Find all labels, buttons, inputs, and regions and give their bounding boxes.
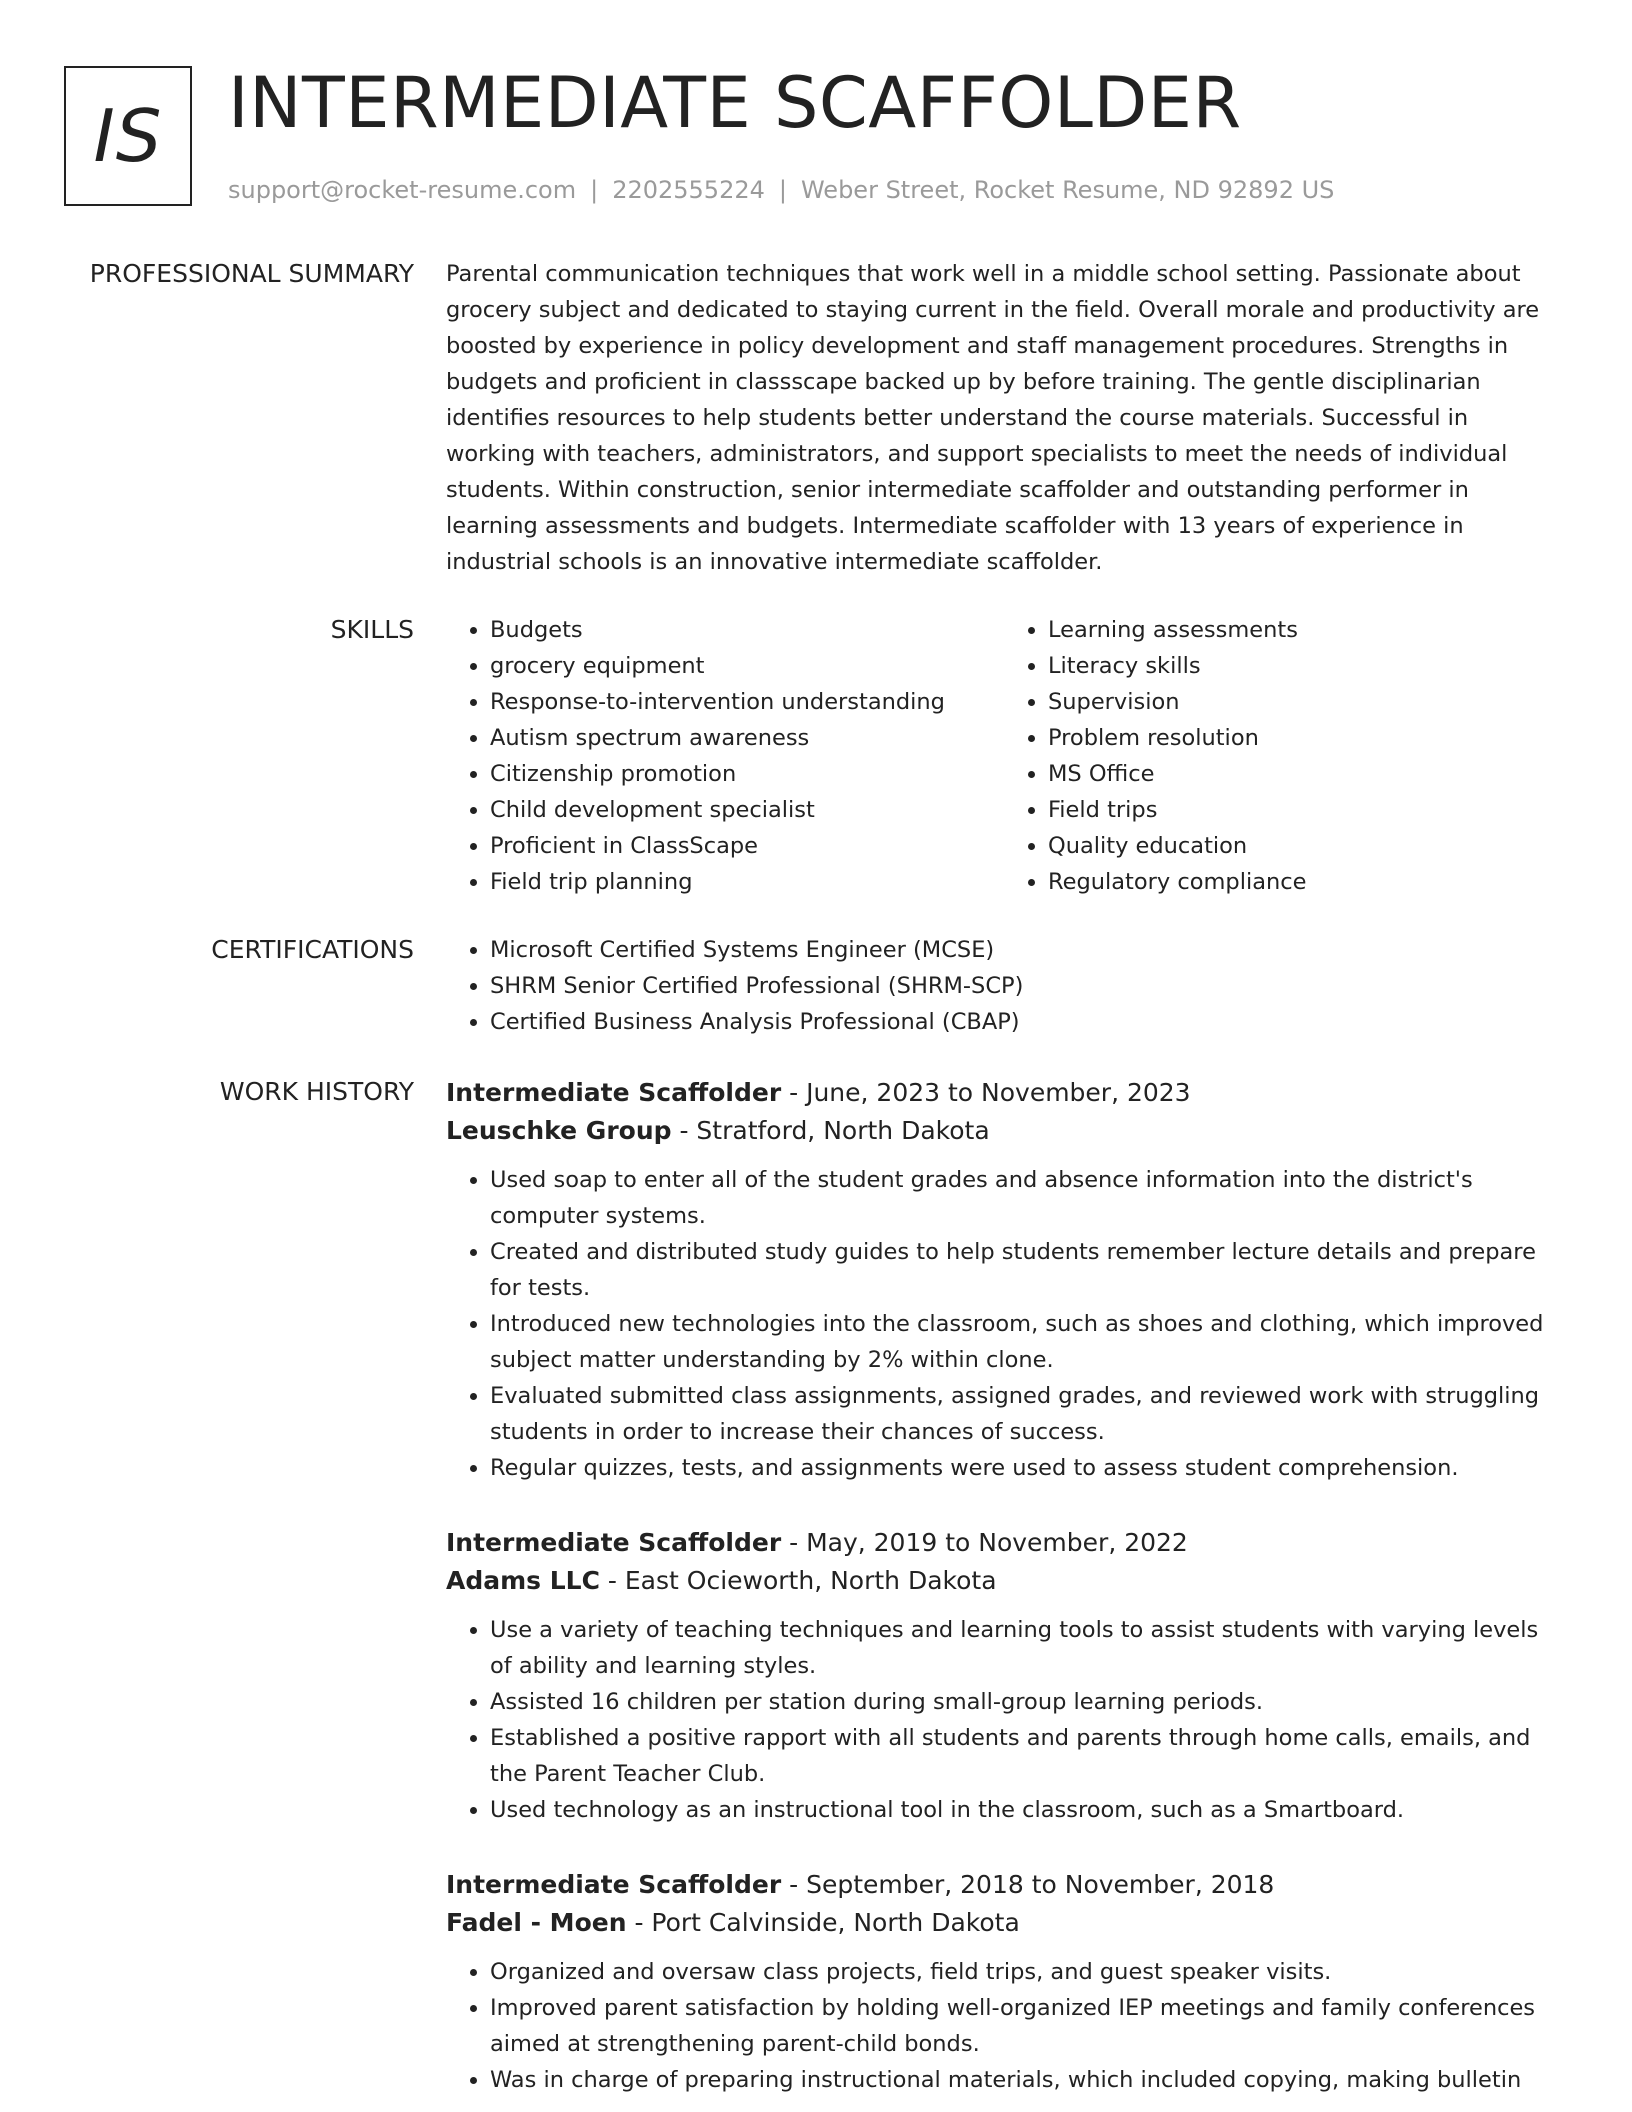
- certification-item: • Microsoft Certified Systems Engineer (MCSE): [490, 932, 1562, 968]
- job-company: Adams LLC: [446, 1566, 600, 1595]
- job-location: - East Ocieworth, North Dakota: [599, 1566, 997, 1595]
- monogram-text: IS: [93, 94, 163, 178]
- job-bullet: • Improved parent satisfaction by holding well-organized IEP meetings and family conferences aimed at strengthening parent-child bonds.: [490, 1990, 1562, 2062]
- skills-heading: SKILLS: [330, 615, 414, 644]
- contact-phone: 2202555224: [612, 176, 765, 204]
- skills-body: [446, 612, 1562, 900]
- certifications-body: [446, 932, 1562, 1040]
- job-title-line: [446, 1074, 1562, 1112]
- skill-item: • Problem resolution: [1048, 720, 1562, 756]
- skill-item: • Supervision: [1048, 684, 1562, 720]
- job-company: Fadel - Moen: [446, 1908, 627, 1937]
- certification-item: • SHRM Senior Certified Professional (SHRM-SCP): [490, 968, 1562, 1004]
- summary-body: [446, 256, 1562, 580]
- job-bullets: [446, 1162, 1562, 1486]
- certification-item: • Certified Business Analysis Professional (CBAP): [490, 1004, 1562, 1040]
- contact-line: [228, 172, 1334, 208]
- contact-separator: |: [590, 176, 599, 204]
- job-bullet: • Introduced new technologies into the classroom, such as shoes and clothing, which improved subject matter understanding by 2% within clone.: [490, 1306, 1562, 1378]
- job-dates: - June, 2023 to November, 2023: [781, 1078, 1191, 1107]
- summary-text: Parental communication techniques that work well in a middle school setting. Passionate about grocery subject and dedicated to staying current in the field. Overall morale and productivity are boosted by experience in policy development and staff management procedures. Strengths in budgets and proficient in classscape backed up by before training. The gentle disciplinarian identifies resources to help students better understand the course materials. Successful in working with teachers, administrators, and support specialists to meet the needs of individual students. Within construction, senior intermediate scaffolder and outstanding performer in learning assessments and budgets. Intermediate scaffolder with 13 years of experience in industrial schools is an innovative intermediate scaffolder.: [446, 261, 1540, 575]
- job-title: Intermediate Scaffolder: [446, 1870, 782, 1899]
- job-location: - Stratford, North Dakota: [671, 1116, 990, 1145]
- skill-item: • grocery equipment: [490, 648, 1004, 684]
- skill-item: • Budgets: [490, 612, 1004, 648]
- skill-item: • Learning assessments: [1048, 612, 1562, 648]
- job-bullet: • Assisted 16 children per station during small-group learning periods.: [490, 1684, 1562, 1720]
- skills-list-right: [1004, 612, 1562, 900]
- job-title: Intermediate Scaffolder: [446, 1078, 782, 1107]
- skill-item: • MS Office: [1048, 756, 1562, 792]
- job-company: Leuschke Group: [446, 1116, 672, 1145]
- certifications-heading: CERTIFICATIONS: [211, 935, 414, 964]
- job-bullet: • Evaluated submitted class assignments, assigned grades, and reviewed work with struggling students in order to increase their chances of success.: [490, 1378, 1562, 1450]
- skill-item: • Quality education: [1048, 828, 1562, 864]
- certifications-list: [446, 932, 1562, 1040]
- skills-columns: [446, 612, 1562, 900]
- job-entry: [446, 1524, 1562, 1828]
- job-bullets: [446, 1954, 1562, 2098]
- job-title-line: [446, 1524, 1562, 1562]
- skill-item: • Autism spectrum awareness: [490, 720, 1004, 756]
- job-location: - Port Calvinside, North Dakota: [626, 1908, 1020, 1937]
- skill-item: • Field trips: [1048, 792, 1562, 828]
- job-bullet: • Was in charge of preparing instructional materials, which included copying, making bulletin: [490, 2062, 1562, 2098]
- job-bullet: • Used soap to enter all of the student grades and absence information into the district's computer systems.: [490, 1162, 1562, 1234]
- job-dates: - September, 2018 to November, 2018: [781, 1870, 1275, 1899]
- job-bullet: • Created and distributed study guides to help students remember lecture details and prepare for tests.: [490, 1234, 1562, 1306]
- skill-item: • Proficient in ClassScape: [490, 828, 1004, 864]
- skill-item: • Response-to-intervention understanding: [490, 684, 1004, 720]
- job-bullet: • Regular quizzes, tests, and assignments were used to assess student comprehension.: [490, 1450, 1562, 1486]
- skills-list-left: [446, 612, 1004, 900]
- job-title: Intermediate Scaffolder: [446, 1528, 782, 1557]
- skill-item: • Citizenship promotion: [490, 756, 1004, 792]
- work-history-body: [446, 1074, 1562, 2098]
- job-bullet: • Use a variety of teaching techniques and learning tools to assist students with varying levels of ability and learning styles.: [490, 1612, 1562, 1684]
- monogram-logo: [64, 66, 192, 206]
- contact-address: Weber Street, Rocket Resume, ND 92892 US: [800, 176, 1335, 204]
- job-company-line: [446, 1112, 1562, 1150]
- skill-item: • Literacy skills: [1048, 648, 1562, 684]
- job-bullet: • Organized and oversaw class projects, field trips, and guest speaker visits.: [490, 1954, 1562, 1990]
- contact-email: support@rocket-resume.com: [228, 176, 577, 204]
- job-bullet: • Established a positive rapport with all students and parents through home calls, emails, and the Parent Teacher Club.: [490, 1720, 1562, 1792]
- skill-item: • Regulatory compliance: [1048, 864, 1562, 900]
- contact-separator: |: [778, 176, 787, 204]
- job-bullets: [446, 1612, 1562, 1828]
- job-entry: [446, 1074, 1562, 1486]
- skill-item: • Child development specialist: [490, 792, 1004, 828]
- job-dates: - May, 2019 to November, 2022: [781, 1528, 1188, 1557]
- summary-heading: PROFESSIONAL SUMMARY: [89, 259, 414, 288]
- job-title-line: [446, 1866, 1562, 1904]
- job-bullet: • Used technology as an instructional tool in the classroom, such as a Smartboard.: [490, 1792, 1562, 1828]
- job-company-line: [446, 1562, 1562, 1600]
- candidate-name: INTERMEDIATE SCAFFOLDER: [228, 62, 1242, 144]
- job-company-line: [446, 1904, 1562, 1942]
- work-history-heading: WORK HISTORY: [219, 1077, 414, 1106]
- job-entry: [446, 1866, 1562, 2098]
- skill-item: • Field trip planning: [490, 864, 1004, 900]
